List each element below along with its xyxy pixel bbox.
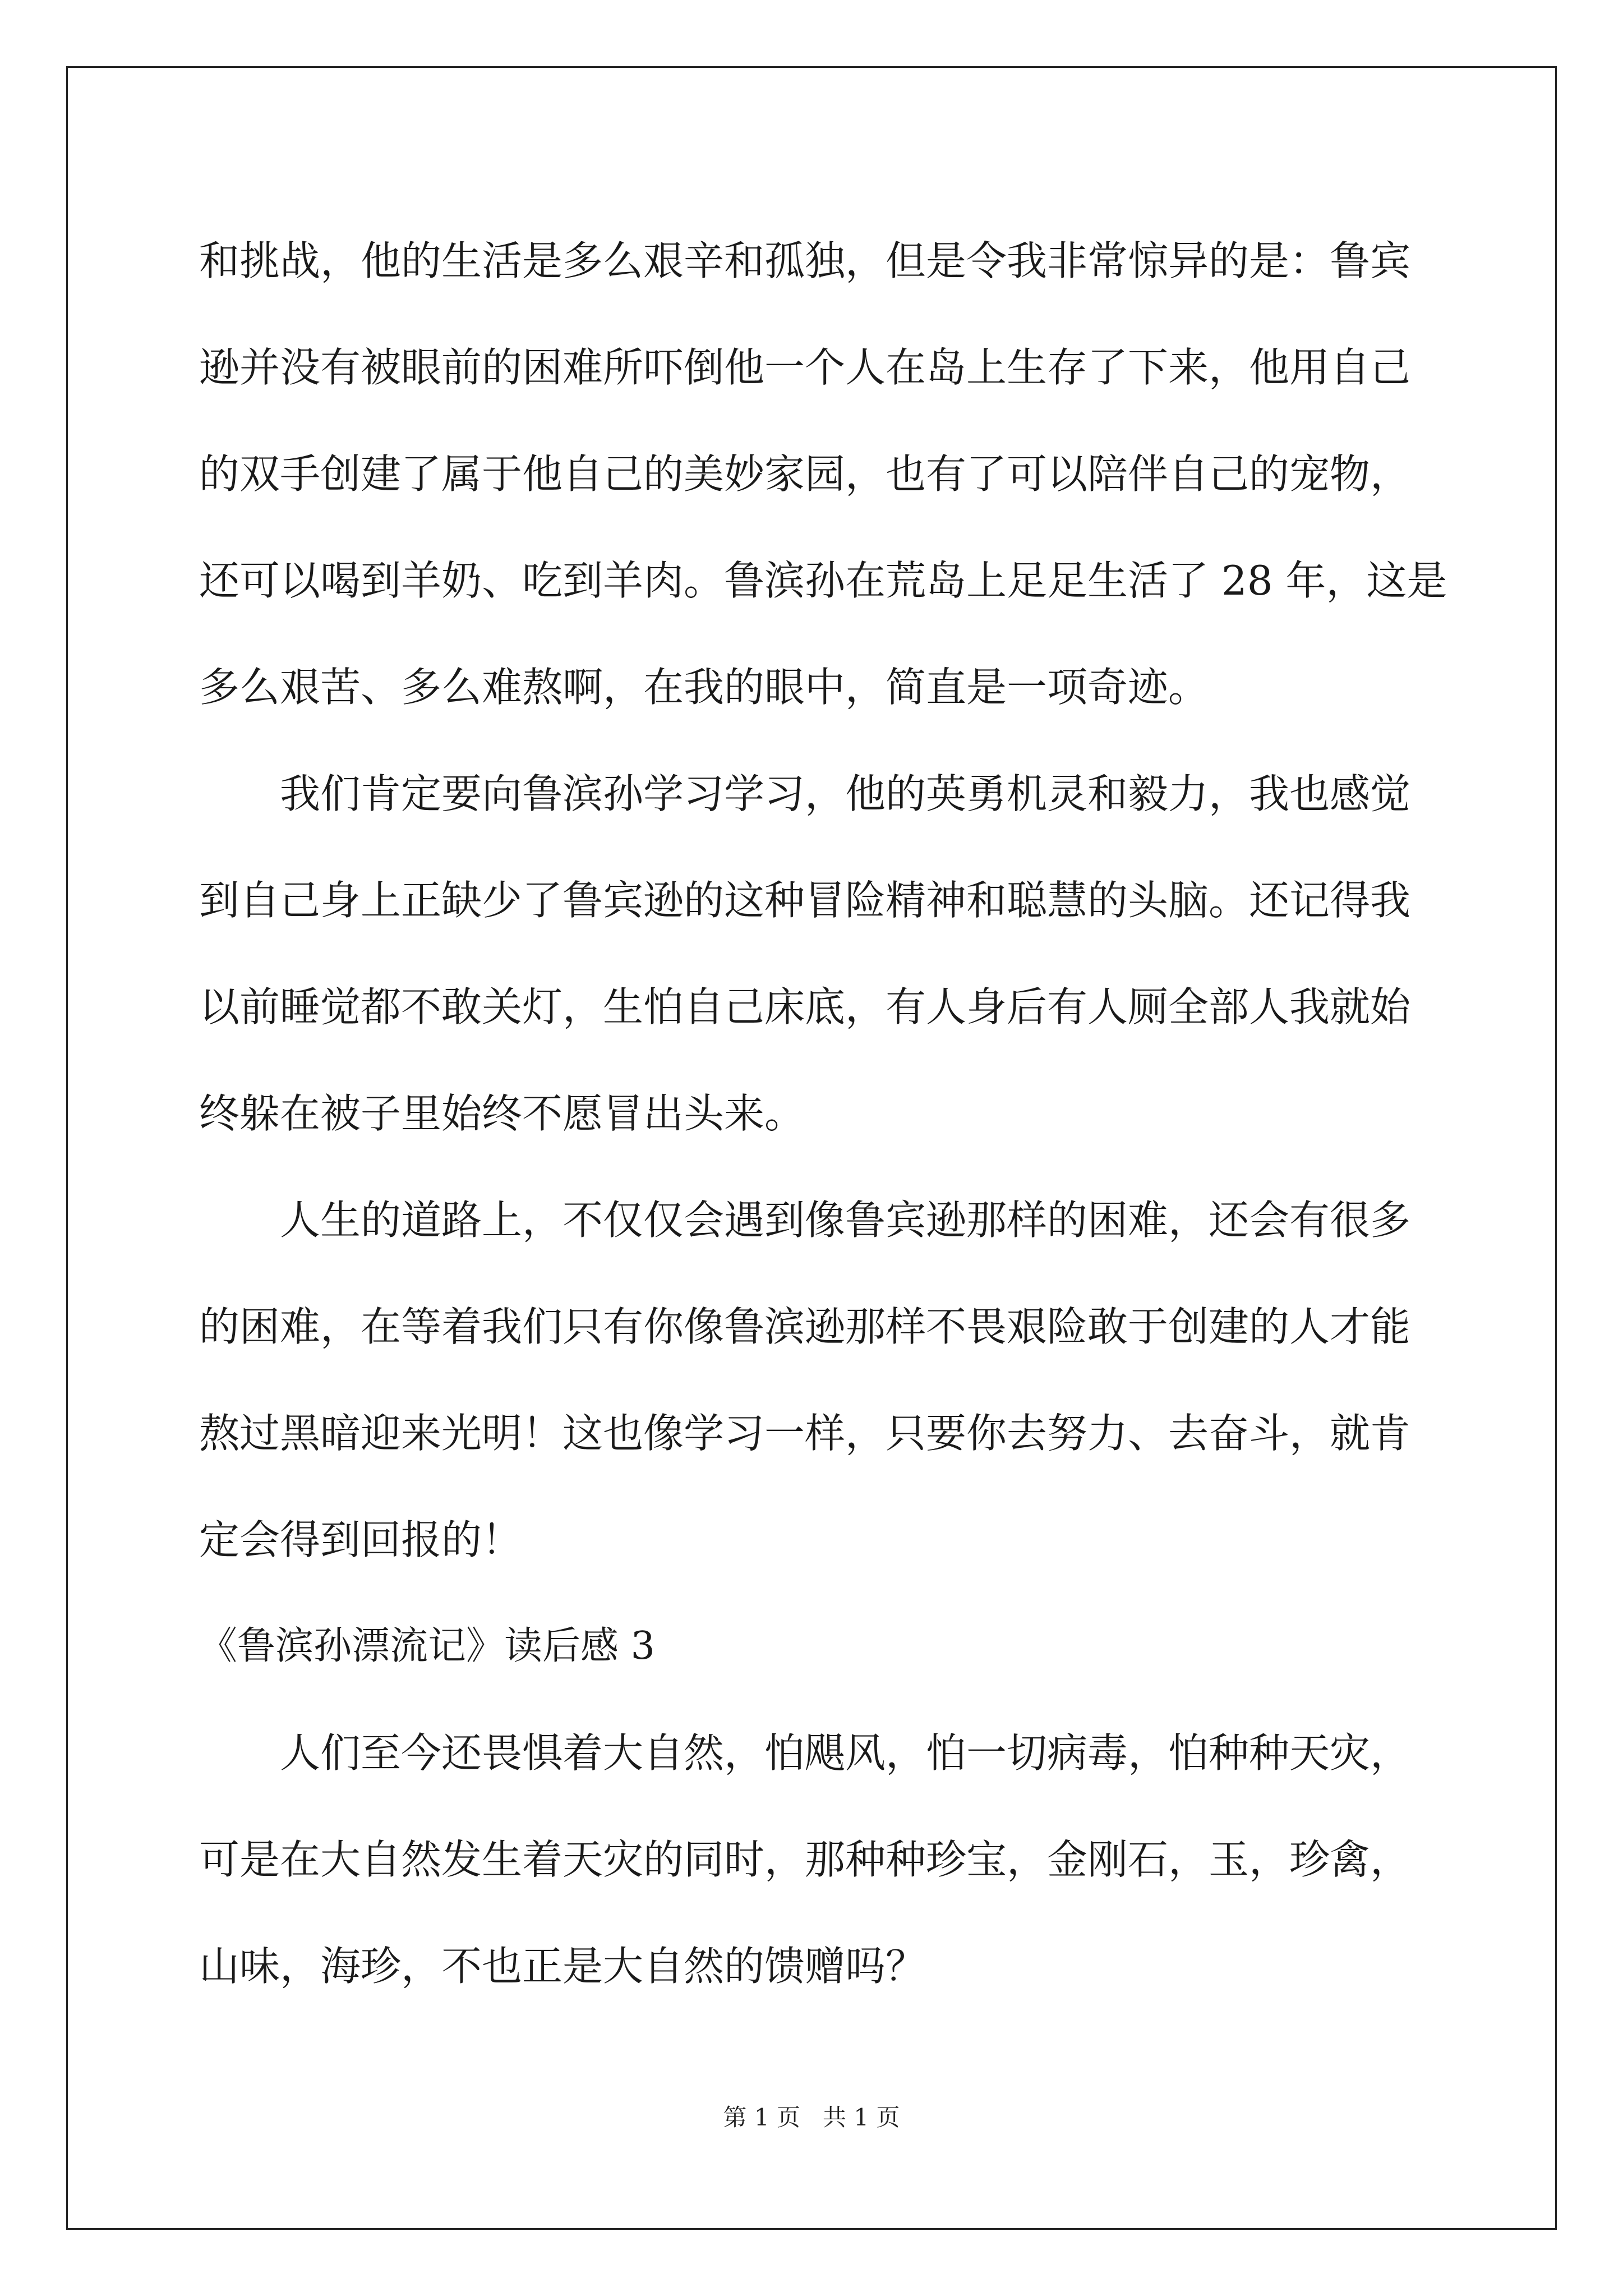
paragraph-first-line: 人生的道路上，不仅仅会遇到像鲁宾逊那样的困难，还会有很多 — [280, 1197, 1411, 1244]
text-line: 以前睡觉都不敢关灯，生怕自己床底，有人身后有人厕全部人我就始 — [199, 983, 1411, 1030]
text-line: 终躲在被子里始终不愿冒出头来。 — [199, 1090, 805, 1137]
text-line: 到自己身上正缺少了鲁宾逊的这种冒险精神和聪慧的头脑。还记得我 — [199, 877, 1411, 924]
text-line: 熬过黑暗迎来光明！这也像学习一样，只要你去努力、去奋斗，就肯 — [199, 1410, 1411, 1457]
text-line: 和挑战，他的生活是多么艰辛和孤独，但是令我非常惊异的是：鲁宾 — [199, 237, 1411, 284]
section-heading: 《鲁滨孙漂流记》读后感 3 — [199, 1624, 655, 1668]
paragraph-first-line: 人们至今还畏惧着大自然，怕飓风，怕一切病毒，怕种种天灾， — [280, 1729, 1411, 1777]
text-line: 可是在大自然发生着天灾的同时，那种种珍宝，金刚石，玉，珍禽， — [199, 1836, 1411, 1883]
text-line: 还可以喝到羊奶、吃到羊肉。鲁滨孙在荒岛上足足生活了 28 年，这是 — [199, 557, 1447, 604]
document-body — [199, 208, 1447, 2019]
text-line: 的双手创建了属于他自己的美妙家园，也有了可以陪伴自己的宠物， — [199, 450, 1411, 498]
text-line: 多么艰苦、多么难熬啊，在我的眼中，简直是一项奇迹。 — [199, 664, 1209, 711]
text-line: 定会得到回报的！ — [199, 1516, 523, 1563]
page-footer: 第 1 页 共 1 页 — [723, 2104, 900, 2131]
paragraph-first-line: 我们肯定要向鲁滨孙学习学习，他的英勇机灵和毅力，我也感觉 — [280, 770, 1411, 817]
text-line: 山味，海珍，不也正是大自然的馈赠吗？ — [199, 1943, 926, 1990]
text-line: 的困难，在等着我们只有你像鲁滨逊那样不畏艰险敢于创建的人才能 — [199, 1303, 1411, 1350]
text-line: 逊并没有被眼前的困难所吓倒他一个人在岛上生存了下来，他用自己 — [199, 344, 1411, 391]
